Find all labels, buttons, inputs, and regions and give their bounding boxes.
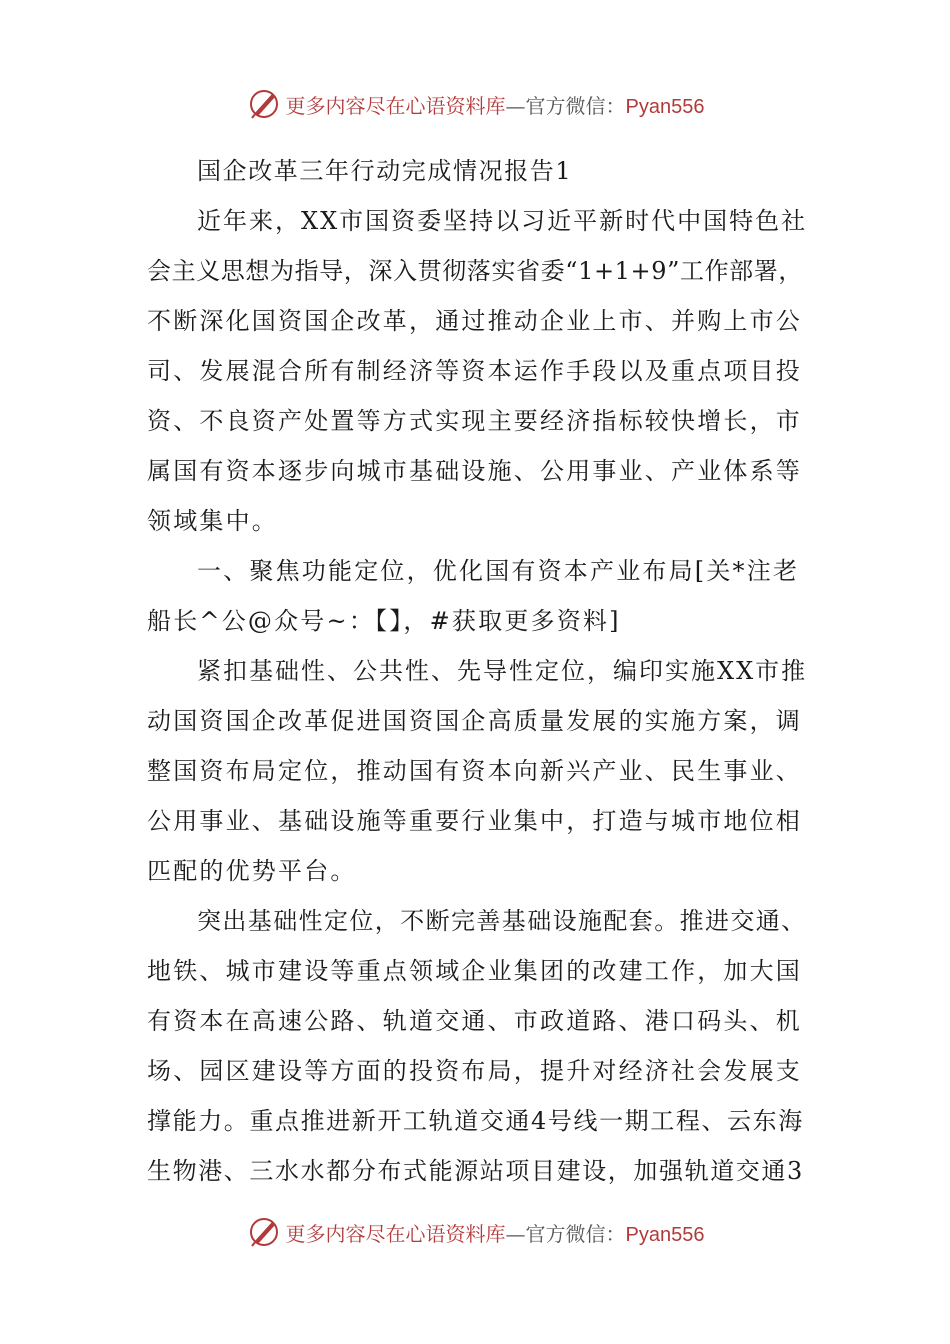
document-text <box>147 196 807 1196</box>
banner-text <box>286 1218 705 1247</box>
header-watermark-banner <box>0 84 950 124</box>
text-line: 撑能力。重点推进新开工轨道交通4号线一期工程、云东海 <box>147 1107 804 1135</box>
banner-dash: — <box>505 1221 526 1246</box>
text-line: 不断深化国资国企改革，通过推动企业上市、并购上市公 <box>147 307 802 335</box>
text-line: 领域集中。 <box>147 507 278 535</box>
banner-wechat-label: 官方微信： <box>525 93 626 118</box>
text-line: 匹配的优势平台。 <box>147 857 357 885</box>
text-line: 近年来，XX市国资委坚持以习近平新时代中国特色社 <box>197 207 808 235</box>
document-title: 国企改革三年行动完成情况报告1 <box>197 157 573 185</box>
banner-wechat-id: Pyan556 <box>625 1223 705 1246</box>
text-line: 公用事业、基础设施等重要行业集中，打造与城市地位相 <box>147 807 802 835</box>
banner-wechat-label: 官方微信： <box>525 1221 626 1246</box>
text-line: 一、聚焦功能定位，优化国有资本产业布局[关*注老 <box>197 557 800 585</box>
text-line: 动国资国企改革促进国资国企高质量发展的实施方案，调 <box>147 707 802 735</box>
text-line: 地铁、城市建设等重点领域企业集团的改建工作，加大国 <box>147 957 802 985</box>
text-line: 会主义思想为指导，深入贯彻落实省委“1+1+9”工作部署， <box>147 257 803 285</box>
text-line: 紧扣基础性、公共性、先导性定位，编印实施XX市推 <box>197 657 808 685</box>
text-line: 有资本在高速公路、轨道交通、市政道路、港口码头、机 <box>147 1007 802 1035</box>
banner-text <box>286 90 705 119</box>
quill-pen-logo-icon <box>246 1214 282 1250</box>
footer-watermark-banner <box>0 1212 950 1252</box>
quill-pen-logo-icon <box>246 86 282 122</box>
banner-slogan: 更多内容尽在心语资料库 <box>285 93 506 118</box>
document-body <box>147 146 807 1196</box>
text-line: 场、园区建设等方面的投资布局，提升对经济社会发展支 <box>147 1057 802 1085</box>
banner-wechat-id: Pyan556 <box>625 95 705 118</box>
text-line: 船长^公@众号~：【】，#获取更多资料] <box>147 607 621 635</box>
banner-slogan: 更多内容尽在心语资料库 <box>285 1221 506 1246</box>
text-line: 整国资布局定位，推动国有资本向新兴产业、民生事业、 <box>147 757 802 785</box>
text-line: 突出基础性定位，不断完善基础设施配套。推进交通、 <box>197 907 807 935</box>
text-line: 资、不良资产处置等方式实现主要经济指标较快增长，市 <box>147 407 802 435</box>
banner-dash: — <box>505 93 526 118</box>
text-line: 司、发展混合所有制经济等资本运作手段以及重点项目投 <box>147 357 802 385</box>
text-line: 生物港、三水水都分布式能源站项目建设，加强轨道交通3 <box>147 1157 804 1185</box>
text-line: 属国有资本逐步向城市基础设施、公用事业、产业体系等 <box>147 457 802 485</box>
